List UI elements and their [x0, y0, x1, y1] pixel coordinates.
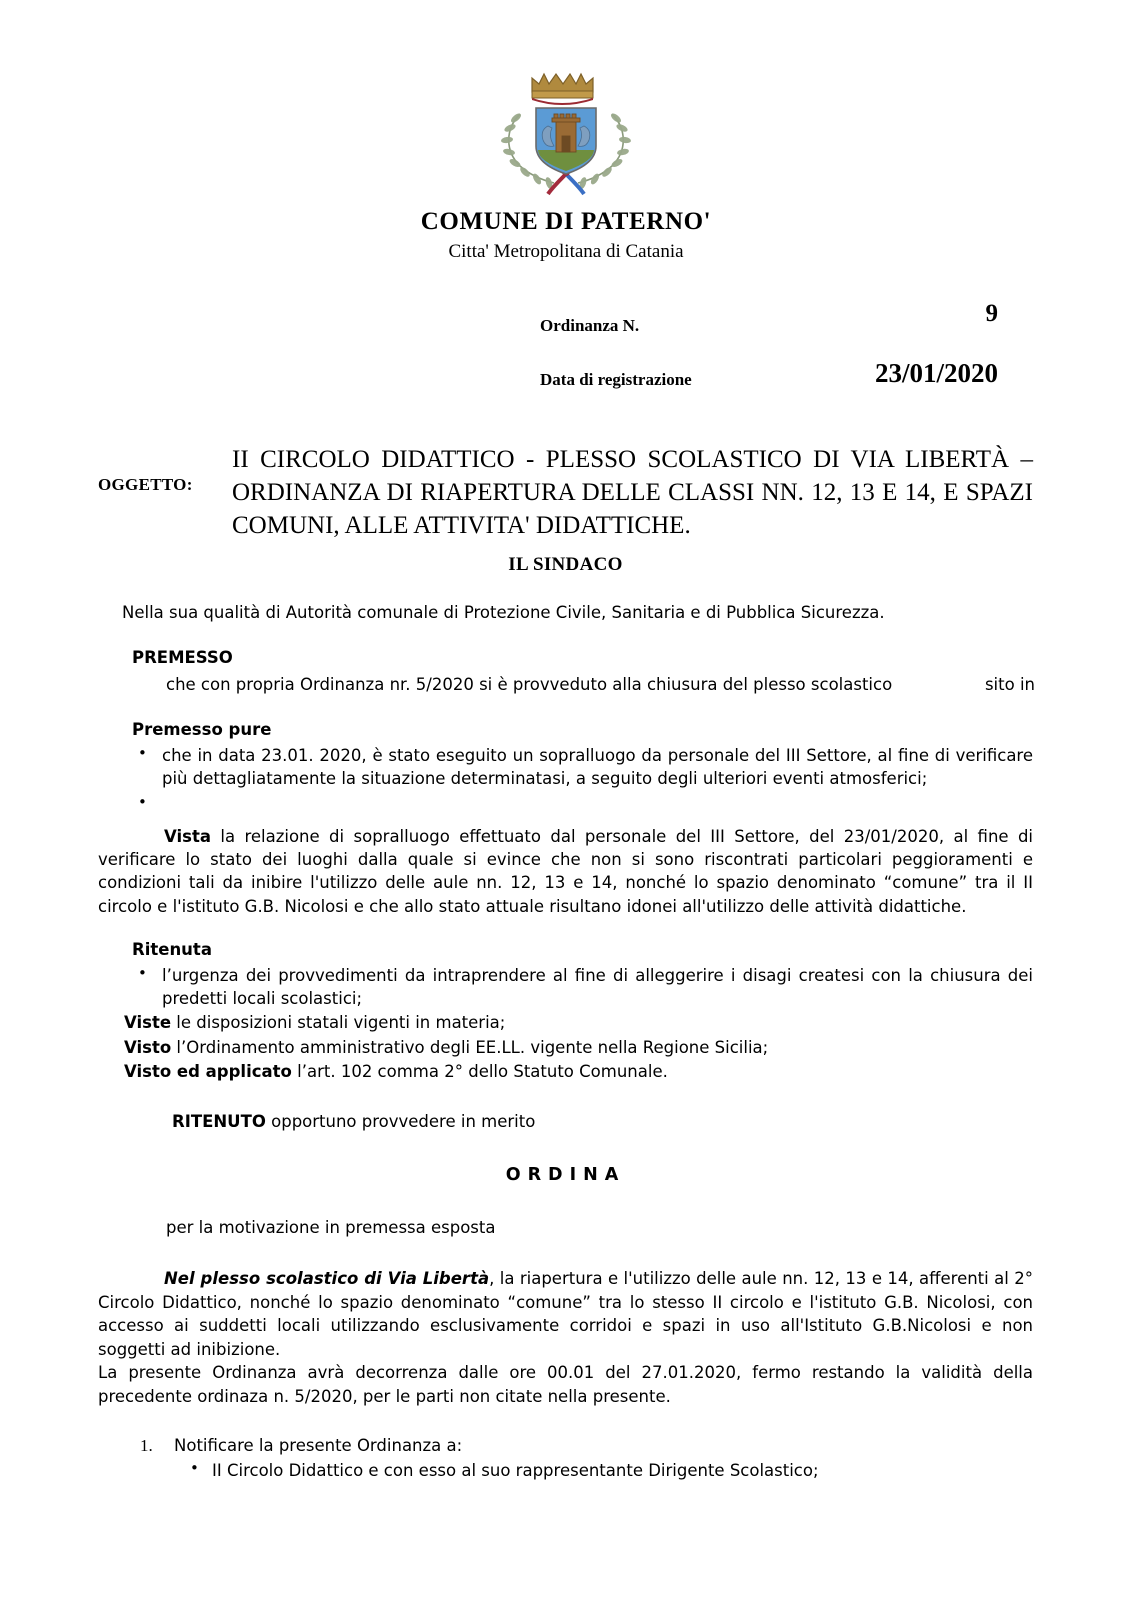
- coat-of-arms-icon: [486, 62, 646, 198]
- ordinanza-number-row: [540, 300, 1020, 352]
- notifica-item-text: Notificare la presente Ordinanza a:: [174, 1435, 463, 1455]
- list-item: • II Circolo Didattico e con esso al suo rappresentante Dirigente Scolastico;: [174, 1459, 1033, 1482]
- viste-lead: Viste: [124, 1013, 172, 1033]
- vista-paragraph: [98, 825, 1033, 919]
- premesso-text-line: [166, 673, 1033, 696]
- oggetto-block: [98, 443, 1033, 542]
- visto-lead: Visto: [124, 1037, 172, 1057]
- list-item: [98, 1434, 1033, 1483]
- visto-applicato-lead: Visto ed applicato: [124, 1062, 292, 1082]
- list-item: • che in data 23.01. 2020, è stato eseguito un sopralluogo da personale del III Settore, al fine di verificare più dettagliatamente la situazione determinatasi, a seguito degli ulteriori eventi atmosferici;: [98, 744, 1033, 791]
- visto-line: [124, 1036, 1033, 1059]
- registration-date-label: Data di registrazione: [540, 370, 692, 389]
- list-item: [98, 793, 1033, 815]
- ritenuto-lead: RITENUTO: [172, 1111, 266, 1131]
- ordinanza-label: Ordinanza N.: [540, 316, 640, 335]
- motivazione-line: per la motivazione in premessa esposta: [166, 1217, 496, 1237]
- premesso-text: che con propria Ordinanza nr. 5/2020 si è provveduto alla chiusura del plesso scolastico: [166, 674, 893, 694]
- viste-line: [124, 1011, 1033, 1034]
- notifica-list: [98, 1434, 1033, 1483]
- vista-lead: Vista: [164, 826, 211, 846]
- oggetto-text: II CIRCOLO DIDATTICO - PLESSO SCOLASTICO DI VIA LIBERTÀ – ORDINANZA DI RIAPERTURA DELLE CLASSI NN. 12, 13 E 14, E SPAZI COMUNI, ALLE ATTIVITA' DIDATTICHE.: [232, 446, 1033, 539]
- sindaco-heading: IL SINDACO: [508, 554, 623, 575]
- ritenuta-list: [98, 964, 1033, 1011]
- document-header: [0, 0, 1132, 263]
- premesso-pure-heading: Premesso pure: [132, 720, 272, 740]
- oggetto-label: OGGETTO:: [98, 475, 193, 494]
- visto-applicato-line: [124, 1060, 1033, 1083]
- dispositivo-text: , la riapertura e l'utilizzo delle aule nn. 12, 13 e 14, afferenti al 2° Circolo Didattico, nonché lo spazio denominato “comune” tra lo stesso II circolo e l'istituto G.B. Nicolosi, con accesso ai suddetti locali utilizzando esclusivamente corridoi e spazi in uso all'Istituto G.B.Nicolosi e non soggetti ad inibizione.: [98, 1269, 1033, 1359]
- premesso-heading: PREMESSO: [132, 648, 233, 668]
- qualita-line: Nella sua qualità di Autorità comunale di Protezione Civile, Sanitaria e di Pubblica Sicurezza.: [122, 602, 885, 622]
- premesso-pure-list: [98, 744, 1033, 815]
- registration-block: [540, 300, 1020, 404]
- comune-subtitle: Citta' Metropolitana di Catania: [448, 241, 684, 262]
- viste-text: le disposizioni statali vigenti in materia;: [171, 1013, 506, 1033]
- ritenuta-heading: Ritenuta: [132, 940, 212, 960]
- decorrenza-paragraph: La presente Ordinanza avrà decorrenza dalle ore 00.01 del 27.01.2020, fermo restando la validità della precedente ordinaza n. 5/2020, per le parti non citate nella presente.: [98, 1363, 1033, 1406]
- visto-applicato-text: l’art. 102 comma 2° dello Statuto Comunale.: [291, 1062, 668, 1082]
- premesso-tail: sito in: [984, 674, 1035, 694]
- comune-title: COMUNE DI PATERNO': [420, 208, 712, 235]
- ritenuto-text: opportuno provvedere in merito: [265, 1111, 536, 1131]
- ordina-heading: ORDINA: [505, 1165, 626, 1186]
- registration-date-row: [540, 352, 1020, 404]
- notifica-sublist: [174, 1459, 1033, 1482]
- registration-date-value: 23/01/2020: [874, 358, 998, 388]
- ordinanza-number: 9: [985, 300, 998, 327]
- vista-text: la relazione di sopralluogo effettuato dal personale del III Settore, del 23/01/2020, al fine di verificare lo stato dei luoghi dalla quale si evince che non si sono riscontrati particolari peggioramenti e condizioni tali da inibire l'utilizzo delle aule nn. 12, 13 e 14, nonché lo spazio denominato “comune” tra il II circolo e l'istituto G.B. Nicolosi e che allo stato attuale risultano idonei all'utilizzo delle attività didattiche.: [98, 826, 1033, 916]
- dispositivo-lead: Nel plesso scolastico di Via Libertà: [164, 1269, 490, 1289]
- list-item: • l’urgenza dei provvedimenti da intraprendere al fine di alleggerire i disagi createsi con la chiusura dei predetti locali scolastici;: [98, 964, 1033, 1011]
- document-body: [98, 552, 1033, 1483]
- ritenuto-line: [172, 1110, 1033, 1133]
- dispositivo-paragraph: [98, 1267, 1033, 1361]
- visto-text: l’Ordinamento amministrativo degli EE.LL. vigente nella Regione Sicilia;: [171, 1037, 769, 1057]
